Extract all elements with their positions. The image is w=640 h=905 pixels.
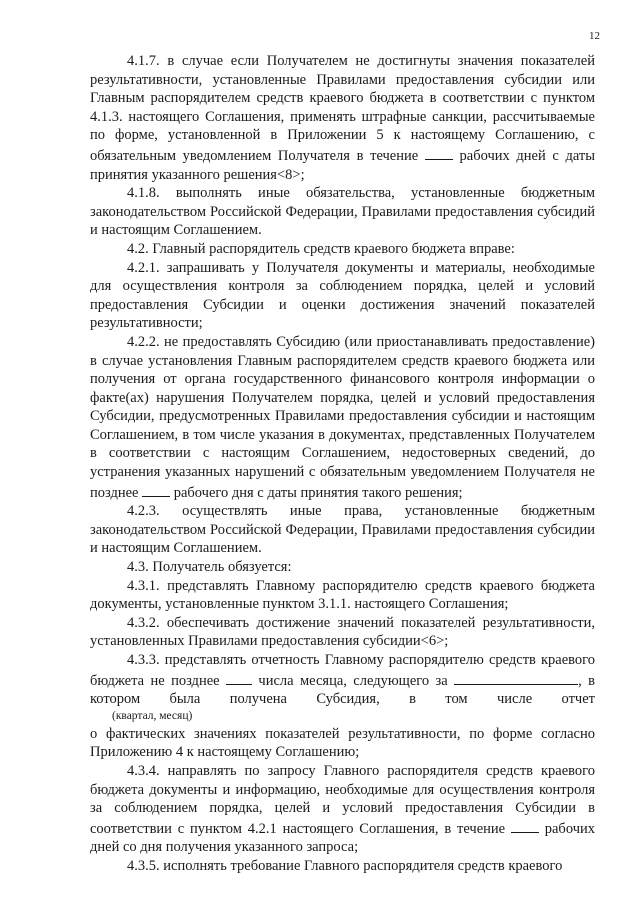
paragraph-4-2-3: 4.2.3. осуществлять иные права, установленные бюджетным законодательством Российской Федерации, Правилами предоставления субсидии и настоящим Соглашением. [90, 503, 595, 557]
paragraph-4-2-2: 4.2.2. не предоставлять Субсидию (или приостанавливать предоставление) в случае установления Главным распорядителем средств краевого бюджета или получения от органа государственного финансового контроля информации о факте(ах) нарушения Получателем порядка, целей и условий предоставления Субсидии, предусмотренных Правилами предоставления субсидии и настоящим Соглашением, в том числе указания в документах, представленных Получателем в соответствии с настоящим Соглашением, недостоверных сведений, до устранения указанных нарушений с обязательным уведомлением Получателя не позднее рабочего дня с даты принятия такого решения; [90, 333, 595, 501]
blank-field [226, 670, 252, 685]
paragraph-4-3-2: 4.3.2. обеспечивать достижение значений показателей результативности, установленных Правилами предоставления субсидии<6>; [90, 614, 595, 650]
blank-field [511, 818, 539, 833]
paragraph-4-3-5: 4.3.5. исполнять требование Главного распорядителя средств краевого [127, 857, 563, 874]
paragraph-4-2: 4.2. Главный распорядитель средств краевого бюджета вправе: [127, 240, 515, 257]
document-body [90, 52, 595, 876]
page-number: 12 [589, 30, 600, 42]
blank-field [425, 145, 453, 160]
paragraph-4-3-4: 4.3.4. направлять по запросу Главного распорядителя средств краевого бюджета документы и информацию, необходимые для осуществления контроля за соблюдением порядка, целей и условий предоставления Субсидии в соответствии с пунктом 4.2.1 настоящего Соглашения, в течение рабочих дней со дня получения указанного запроса; [90, 762, 595, 856]
paragraph-4-1-8: 4.1.8. выполнять иные обязательства, установленные бюджетным законодательством Российской Федерации, Правилами предоставления субсидий и настоящим Соглашением. [90, 185, 595, 239]
blank-field [142, 482, 170, 497]
paragraph-4-2-1: 4.2.1. запрашивать у Получателя документы и материалы, необходимые для осуществления контроля за соблюдением порядка, целей и условий предоставления Субсидии и оценки достижения значений показателей результативности; [90, 259, 595, 332]
paragraph-4-3: 4.3. Получатель обязуется: [127, 559, 292, 576]
paragraph-4-3-3: 4.3.3. представлять отчетность Главному распорядителю средств краевого бюджета не позднее числа месяца, следующего за , в котором была получена Субсидия, в том числе отчет [90, 652, 596, 708]
paragraph-4-1-7: 4.1.7. в случае если Получателем не достигнуты значения показателей результативности, установленные Правилами предоставления субсидии или Главным распорядителем средств краевого бюджета в соответствии с пунктом 4.1.3. настоящего Соглашения, применять штрафные санкции, рассчитываемые по форме, установленной в Приложении 5 к настоящему Соглашению, с обязательным уведомлением Получателя в течение рабочих дней с даты принятия указанного решения<8>; [90, 53, 595, 183]
paragraph-4-3-3-continued: о фактических значениях показателей результативности, по форме согласно Приложению 4 к настоящему Соглашению; [90, 725, 595, 761]
blank-field-period [454, 670, 578, 685]
period-caption: (квартал, месяц) [112, 709, 193, 722]
paragraph-4-3-1: 4.3.1. представлять Главному распорядителю средств краевого бюджета документы, установленные пунктом 3.1.1. настоящего Соглашения; [90, 577, 595, 613]
